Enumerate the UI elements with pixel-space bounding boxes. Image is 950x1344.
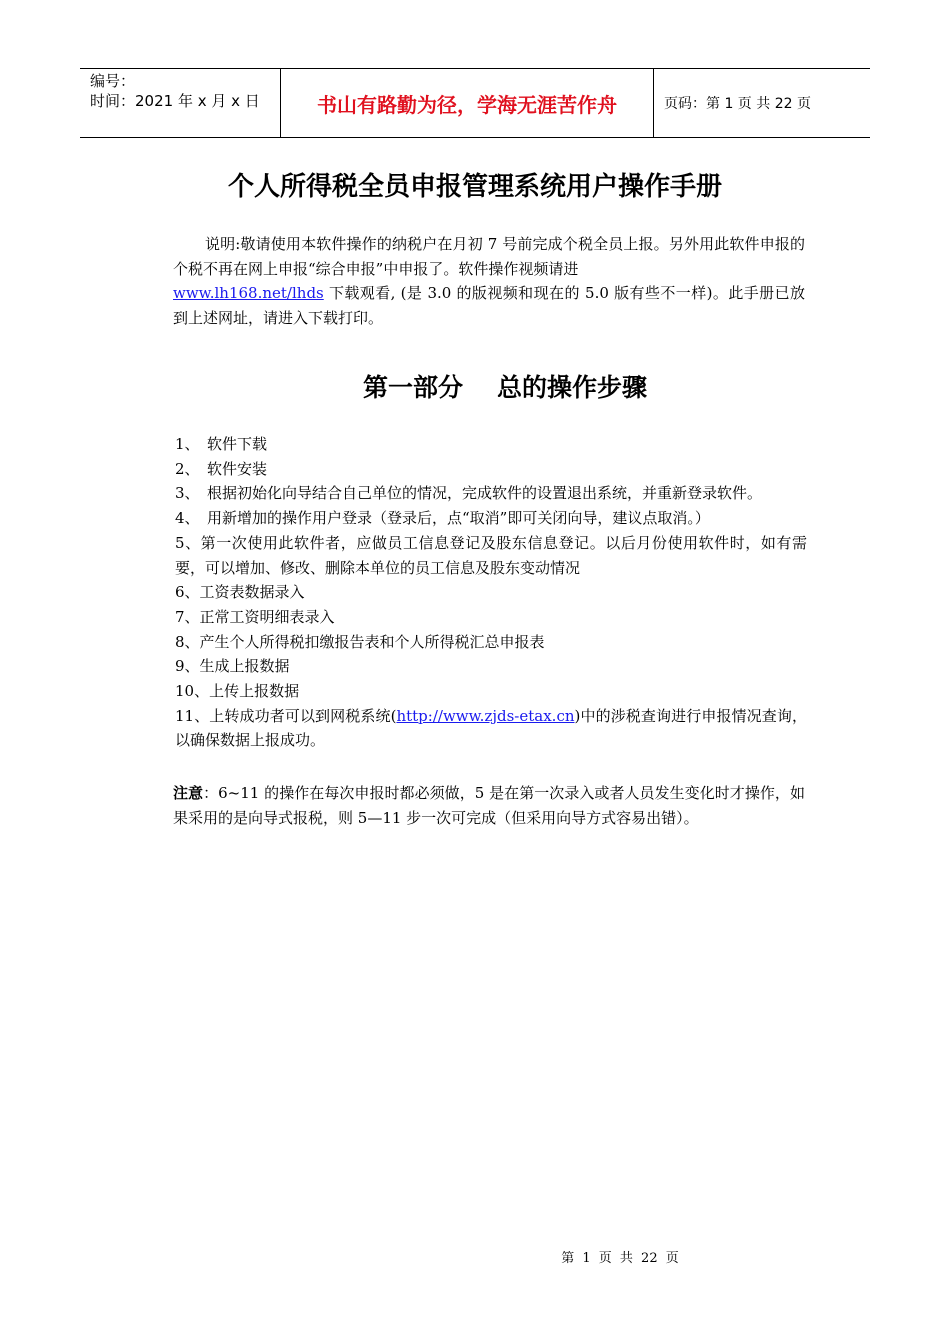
step-number: 4、 (175, 509, 200, 528)
date-label: 时间：2021 年 x 月 x 日 (90, 92, 260, 110)
step-item (175, 481, 807, 506)
step-number: 1、 (175, 435, 200, 453)
step-item: 10、上传上报数据 (175, 682, 300, 701)
step-item: 9、生成上报数据 (175, 657, 290, 676)
header-table (80, 68, 870, 138)
step-item (175, 704, 807, 753)
step-item: 6、工资表数据录入 (175, 583, 305, 602)
note-label: 注意 (173, 784, 204, 802)
section-name: 总的操作步骤 (497, 373, 648, 402)
step-text: 软件下载 (207, 435, 268, 453)
step-text: )中的涉税查询进行申报情况查询，以确保数据上报成功。 (175, 706, 807, 750)
step-item (175, 506, 807, 531)
page-footer: 第 1 页 共 22 页 (561, 1251, 679, 1266)
number-label: 编号： (90, 72, 136, 90)
intro-text-2: 下载观看, (是 3.0 的版视频和现在的 5.0 版有些不一样)。此手册已放到上述网址，请进入下载打印。 (173, 284, 805, 327)
steps-list (175, 432, 807, 753)
header-motto-cell (281, 69, 654, 137)
section-part: 第一部分 (362, 373, 463, 402)
step-number: 3、 (175, 484, 200, 503)
intro-text-1: 说明:敬请使用本软件操作的纳税户在月初 7 号前完成个税全员上报。另外用此软件申报的个税不再在网上申报“综合申报”中申报了。软件操作视频请进 (173, 235, 805, 278)
step-number: 2、 (175, 459, 200, 478)
step-item: 8、产生个人所得税扣缴报告表和个人所得税汇总申报表 (175, 632, 545, 651)
motto-text: 书山有路勤为径，学海无涯苦作舟 (317, 92, 617, 117)
step-item: 5、第一次使用此软件者，应做员工信息登记及股东信息登记。以后月份使用软件时，如有需要，可以增加、修改、删除本单位的员工信息及股东变动情况 (175, 533, 807, 577)
header-meta-cell (80, 69, 281, 137)
download-link[interactable]: www.lh168.net/lhds (173, 284, 324, 302)
step-text: 用新增加的操作用户登录（登录后，点“取消”即可关闭向导，建议点取消。） (207, 509, 710, 528)
section-title (0, 368, 950, 404)
note-text: ：6~11 的操作在每次申报时都必须做，5 是在第一次录入或者人员发生变化时才操作，如果采用的是向导式报税，则 5—11 步一次可完成（但采用向导方式容易出错）。 (173, 784, 805, 827)
step-item: 7、正常工资明细表录入 (175, 607, 335, 626)
etax-link[interactable]: http://www.zjds-etax.cn (396, 706, 575, 725)
step-text: 11、上转成功者可以到网税系统( (175, 706, 397, 725)
step-item (175, 432, 807, 457)
intro-paragraph (173, 232, 805, 330)
step-text: 根据初始化向导结合自己单位的情况，完成软件的设置退出系统，并重新登录软件。 (207, 484, 763, 503)
header-page-cell (654, 69, 870, 137)
note-paragraph (173, 781, 805, 830)
document-title: 个人所得税全员申报管理系统用户操作手册 (227, 172, 722, 202)
page-info: 页码：第 1 页 共 22 页 (664, 96, 811, 112)
step-text: 软件安装 (207, 459, 268, 478)
step-item (175, 457, 807, 482)
